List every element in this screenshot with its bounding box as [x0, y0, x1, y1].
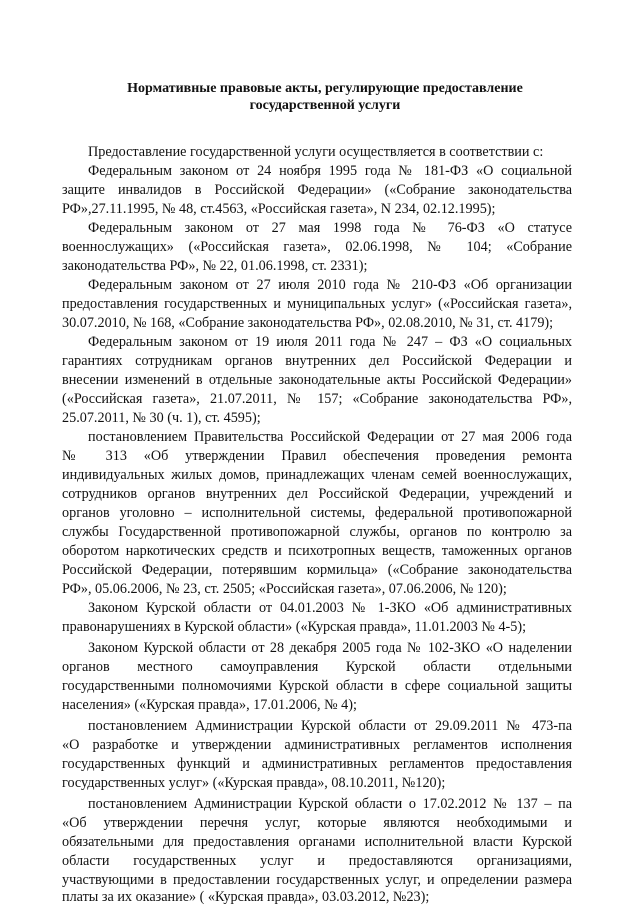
- document-title-line-1: Нормативные правовые акты, регулирующие предоставление: [127, 81, 523, 96]
- decree-137-line-6: платы за их оказание» ( «Курская правда», 03.03.2012, №23);: [62, 889, 430, 905]
- law-76-line-3: законодательства РФ», № 22, 01.06.1998, ст. 2331);: [62, 258, 368, 274]
- decree-313-line-3: индивидуальных жилых домов, принадлежащих членам семей военнослужащих,: [62, 467, 572, 483]
- law-102-zko-line-1: Законом Курской области от 28 декабря 2005 года № 102-ЗКО «О наделении: [88, 640, 572, 656]
- decree-137-line-1: постановлением Администрации Курской области о 17.02.2012 № 137 – па: [88, 796, 572, 812]
- law-1-zko-line-2: правонарушениях в Курской области» («Курская правда», 11.01.2003 № 4-5);: [62, 619, 527, 635]
- decree-473-line-2: «О разработке и утверждении административных регламентов исполнения: [62, 737, 572, 753]
- law-76-line-2: военнослужащих» («Российская газета», 02.06.1998, № 104; «Собрание: [62, 239, 572, 255]
- decree-313-line-9: РФ», 05.06.2006, № 23, ст. 2505; «Российская газета», 07.06.2006, № 120);: [62, 581, 507, 597]
- law-247-line-3: внесении изменений в отдельные законодательные акты Российской Федерации»: [62, 372, 572, 388]
- law-181-line-1: Федеральным законом от 24 ноября 1995 года № 181-ФЗ «О социальной: [88, 163, 572, 179]
- law-247-line-4: («Российская газета», 21.07.2011, № 157; «Собрание законодательства РФ»,: [62, 391, 572, 407]
- decree-473-line-3: государственных функций и административных регламентов предоставления: [62, 756, 572, 772]
- law-102-zko-line-4: населения» («Курская правда», 17.01.2006, № 4);: [62, 697, 357, 713]
- law-247-line-5: 25.07.2011, № 30 (ч. 1), ст. 4595);: [62, 410, 261, 426]
- law-181-line-3: РФ»,27.11.1995, № 48, ст.4563, «Российская газета», N 234, 02.12.1995);: [62, 201, 496, 217]
- law-247-line-2: гарантиях сотрудникам органов внутренних дел Российской Федерации и: [62, 353, 572, 369]
- decree-137-line-3: обязательными для предоставления органами исполнительной власти Курской: [62, 834, 572, 850]
- decree-137-line-4: области государственных услуг и предоставляются организациями,: [62, 853, 572, 869]
- law-102-zko-line-2: органов местного самоуправления Курской области отдельными: [62, 659, 572, 675]
- decree-473-line-1: постановлением Администрации Курской области от 29.09.2011 № 473-па: [88, 718, 572, 734]
- decree-313-line-6: службы Государственной противопожарной службы, органов по контролю за: [62, 524, 572, 540]
- law-247-line-1: Федеральным законом от 19 июля 2011 года № 247 – ФЗ «О социальных: [88, 334, 572, 350]
- document-title-line-2: государственной услуги: [249, 98, 401, 113]
- law-181-line-2: защите инвалидов в Российской Федерации» («Собрание законодательства: [62, 182, 572, 198]
- intro-line: Предоставление государственной услуги осуществляется в соответствии с:: [88, 144, 544, 160]
- decree-313-line-2: № 313 «Об утверждении Правил обеспечения проведения ремонта: [62, 448, 572, 464]
- law-210-line-1: Федеральным законом от 27 июля 2010 года № 210-ФЗ «Об организации: [88, 277, 572, 293]
- law-76-line-1: Федеральным законом от 27 мая 1998 года № 76-ФЗ «О статусе: [88, 220, 572, 236]
- decree-313-line-7: оборотом наркотических средств и психотропных веществ, таможенных органов: [62, 543, 572, 559]
- law-210-line-2: предоставления государственных и муниципальных услуг» («Российская газета»,: [62, 296, 572, 312]
- decree-313-line-5: органов уголовно – исполнительной системы, федеральной противопожарной: [62, 505, 572, 521]
- law-102-zko-line-3: государственными полномочиями Курской области в сфере социальной защиты: [62, 678, 572, 694]
- decree-313-line-8: Российской Федерации, потерявшим кормильца» («Собрание законодательства: [62, 562, 572, 578]
- decree-313-line-1: постановлением Правительства Российской Федерации от 27 мая 2006 года: [88, 429, 572, 445]
- decree-137-line-2: «Об утверждении перечня услуг, которые являются необходимыми и: [62, 815, 572, 831]
- law-1-zko-line-1: Законом Курской области от 04.01.2003 № 1-ЗКО «Об административных: [88, 600, 572, 616]
- decree-313-line-4: сотрудников органов внутренних дел Российской Федерации, учреждений и: [62, 486, 572, 502]
- decree-473-line-4: государственных услуг» («Курская правда», 08.10.2011, №120);: [62, 775, 446, 791]
- decree-137-line-5: участвующими в предоставлении государственных услуг, и определении размера: [62, 872, 572, 888]
- law-210-line-3: 30.07.2010, № 168, «Собрание законодательства РФ», 02.08.2010, № 31, ст. 4179);: [62, 315, 554, 331]
